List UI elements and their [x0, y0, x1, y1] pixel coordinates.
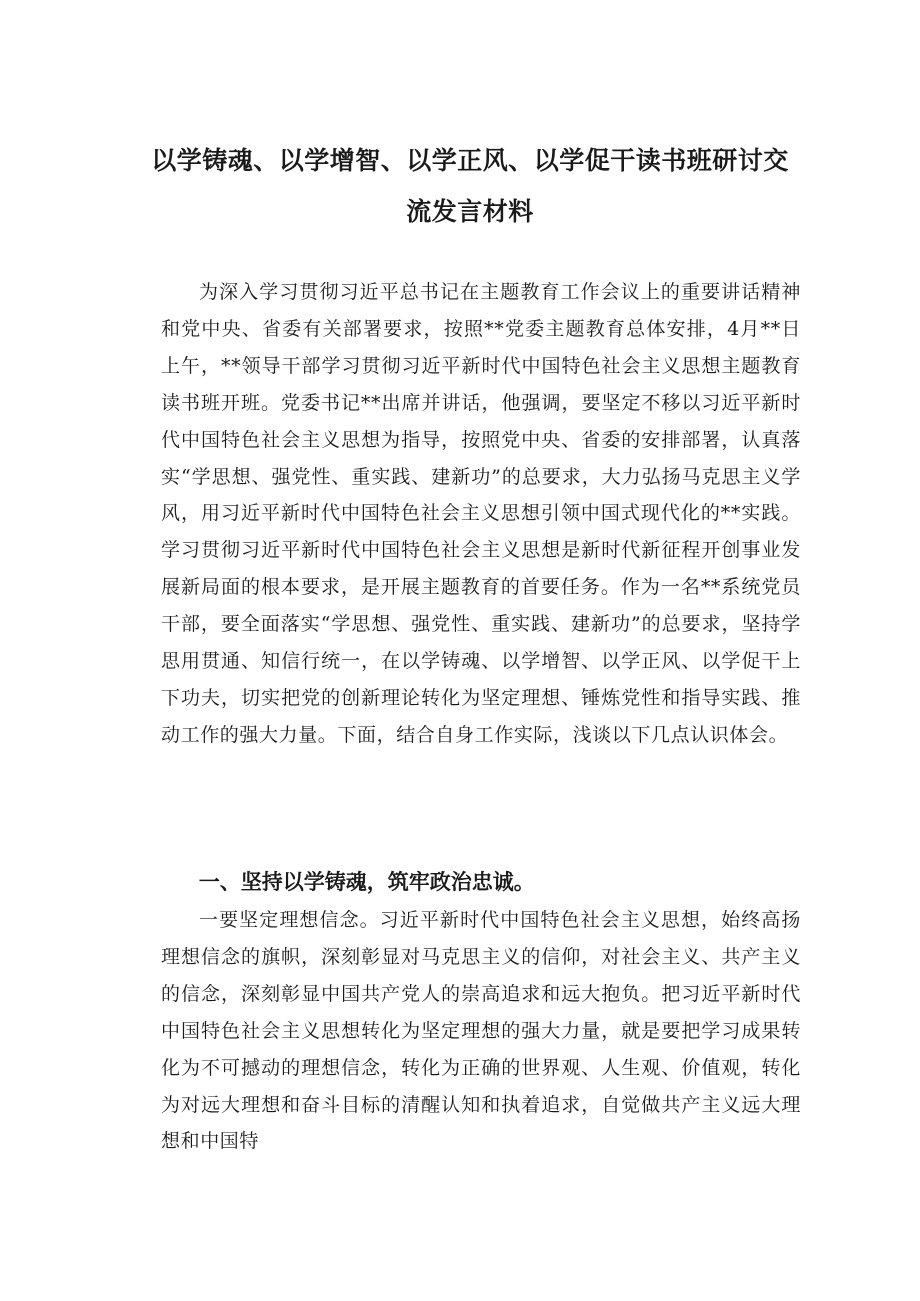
section-1-paragraph: 一要坚定理想信念。习近平新时代中国特色社会主义思想，始终高扬理想信念的旗帜，深刻彰显对马克思主义的信仰，对社会主义、共产主义的信念，深刻彰显中国共产党人的崇高追求和远大抱负。把习近平新时代中国特色社会主义思想转化为坚定理想的强大力量，就是要把学习成果转化为不可撼动的理想信念，转化为正确的世界观、人生观、价值观，转化为对远大理想和奋斗目标的清醒认知和执着追求，自觉做共产主义远大理想和中国特: [161, 909, 801, 1153]
intro-paragraph: 为深入学习贯彻习近平总书记在主题教育工作会议上的重要讲话精神和党中央、省委有关部署要求，按照**党委主题教育总体安排，4月**日上午，**领导干部学习贯彻习近平新时代中国特色社会主义思想主题教育读书班开班。党委书记**出席并讲话，他强调，要坚定不移以习近平新时代中国特色社会主义思想为指导，按照党中央、省委的安排部署，认真落实“学思想、强党性、重实践、建新功”的总要求，大力弘扬马克思主义学风，用习近平新时代中国特色社会主义思想引领中国式现代化的**实践。学习贯彻习近平新时代中国特色社会主义思想是新时代新征程开创事业发展新局面的根本要求，是开展主题教育的首要任务。作为一名**系统党员干部，要全面落实“学思想、强党性、重实践、建新功”的总要求，坚持学思用贯通、知信行统一，在以学铸魂、以学增智、以学正风、以学促干上下功夫，切实把党的创新理论转化为坚定理想、锤炼党性和指导实践、推动工作的强大力量。下面，结合自身工作实际，浅谈以下几点认识体会。: [161, 281, 801, 746]
section-heading-1: 一、坚持以学铸魂，筑牢政治忠诚。: [198, 870, 535, 894]
document-title-line-1: 以学铸魂、以学增智、以学正风、以学促干读书班研讨交: [151, 146, 789, 175]
document-title: [150, 135, 790, 237]
document-title-line-2: 流发言材料: [406, 197, 534, 226]
